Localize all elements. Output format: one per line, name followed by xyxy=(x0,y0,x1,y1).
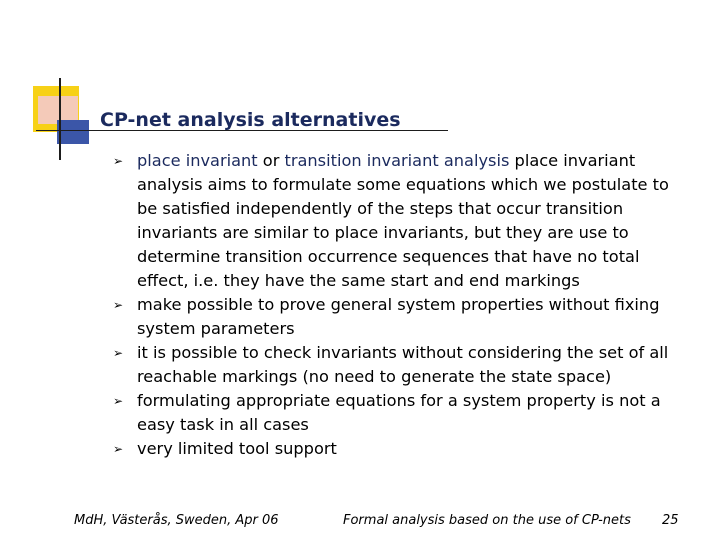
decor-vertical-line xyxy=(59,78,61,160)
bullet-text: it is possible to check invariants without considering the set of all reachable markings (no need to generate the state space) xyxy=(137,343,669,386)
connector-text: or xyxy=(257,151,285,170)
bullet-text: formulating appropriate equations for a system property is not a easy task in all cases xyxy=(137,391,661,434)
footer-title: Formal analysis based on the use of CP-nets xyxy=(343,513,631,528)
arrow-bullet-icon: ➢ xyxy=(113,346,124,360)
bullet-list xyxy=(113,149,693,461)
bullet-text: make possible to prove general system properties without fixing system parameters xyxy=(137,295,660,338)
term-place-invariant: place invariant xyxy=(137,151,258,170)
slide-title: CP-net analysis alternatives xyxy=(100,109,401,131)
decor-blue-square xyxy=(57,120,89,144)
term-transition-invariant: transition invariant analysis xyxy=(284,151,510,170)
bullet-item xyxy=(113,389,693,437)
bullet-item xyxy=(113,437,693,461)
footer-venue: MdH, Västerås, Sweden, Apr 06 xyxy=(74,513,279,528)
arrow-bullet-icon: ➢ xyxy=(113,298,124,312)
bullet-item xyxy=(113,149,693,293)
arrow-bullet-icon: ➢ xyxy=(113,154,124,168)
arrow-bullet-icon: ➢ xyxy=(113,394,124,408)
arrow-bullet-icon: ➢ xyxy=(113,442,124,456)
page-number: 25 xyxy=(662,513,679,528)
bullet-continuation: place invariant analysis aims to formulate some equations which we postulate to be satisfied independently of the steps that occur transition invariants are similar to place invariants, but they are use to determine transition occurrence sequences that have no total effect, i.e. they have the same start and end markings xyxy=(137,151,669,290)
bullet-item xyxy=(113,341,693,389)
bullet-item xyxy=(113,293,693,341)
bullet-text: very limited tool support xyxy=(137,439,337,458)
